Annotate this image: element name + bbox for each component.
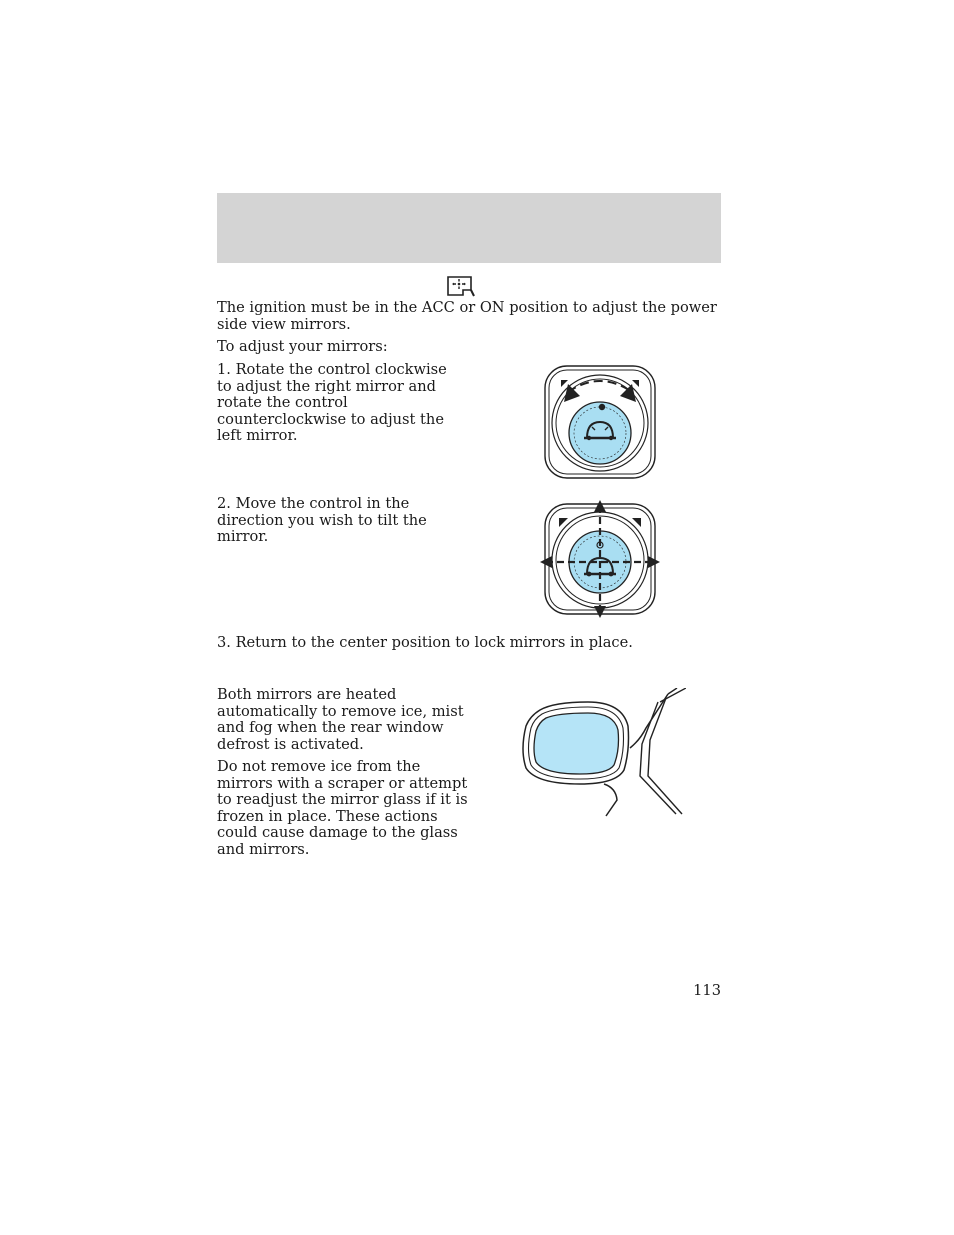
mirror-control-tilt-icon [538,498,662,620]
side-mirror-icon [518,688,686,818]
heated-mirror-text-1: Both mirrors are heated automatically to remove ice, mist and fog when the rear window defrost is activated. [217,686,464,753]
step-1-text: 1. Rotate the control clockwise to adjust the right mirror and rotate the control counterclockwise to adjust the left mirror. [217,361,447,444]
mirror-control-rotate-icon [540,362,660,482]
intro-text: The ignition must be in the ACC or ON position to adjust the power side view mirrors. [217,299,717,333]
power-mirror-symbol-icon [446,275,476,297]
adjust-heading: To adjust your mirrors: [217,338,388,355]
heated-mirror-text-2: Do not remove ice from the mirrors with a scraper or attempt to readjust the mirror glass if it is frozen in place. These actions could cause damage to the glass and mirrors. [217,758,468,858]
header-band [217,193,721,263]
step-2-text: 2. Move the control in the direction you wish to tilt the mirror. [217,495,427,545]
step-3-text: 3. Return to the center position to lock mirrors in place. [217,634,633,651]
page-number: 113 [693,982,721,999]
